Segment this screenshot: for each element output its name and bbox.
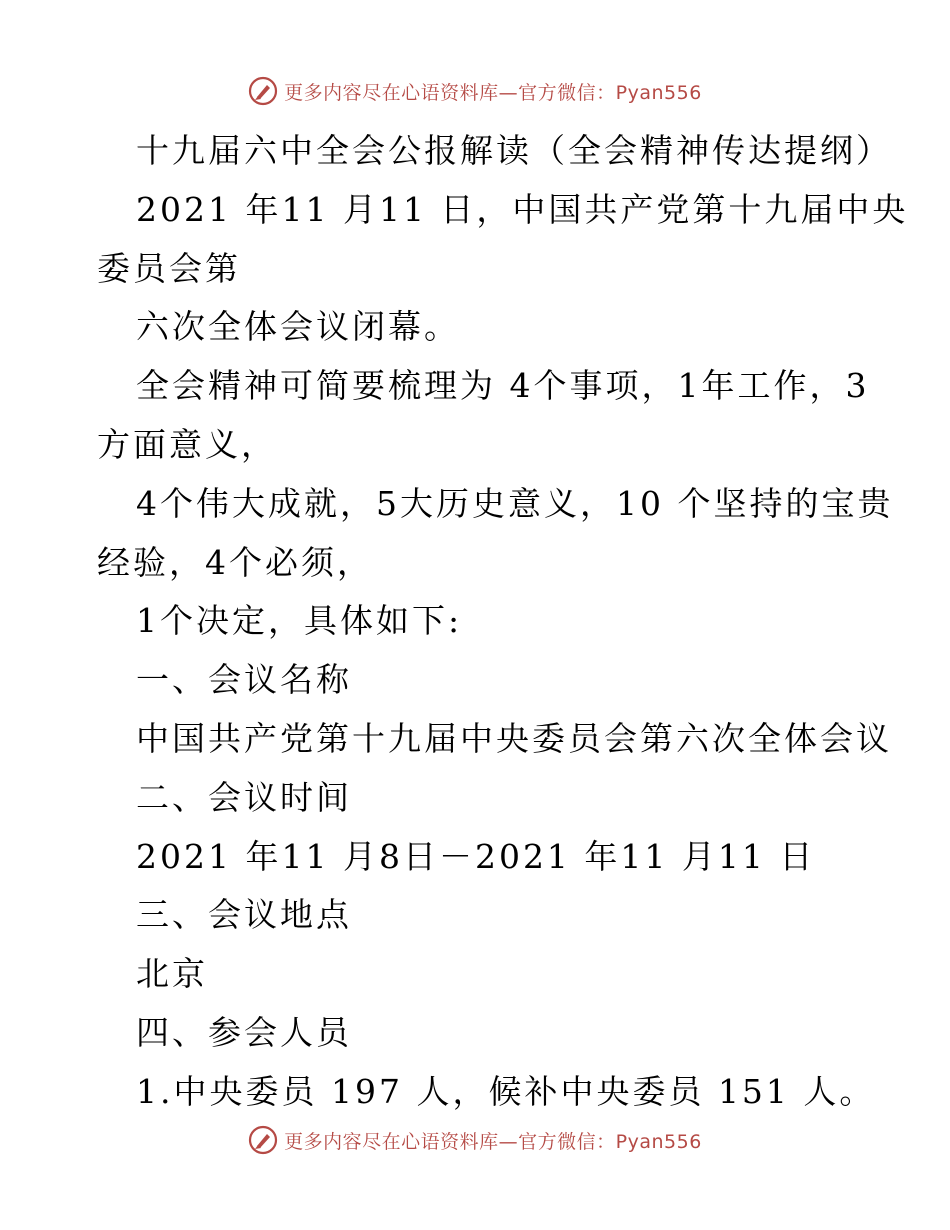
section-heading: 三、会议地点 — [136, 895, 352, 935]
doc-line: 方面意义， — [97, 424, 277, 464]
section-heading: 一、会议名称 — [136, 660, 352, 700]
watermark-text: 更多内容尽在心语资料库—官方微信：Pyan556 — [284, 81, 702, 104]
doc-line: 中国共产党第十九届中央委员会第六次全体会议 — [136, 718, 892, 758]
doc-line: 六次全体会议闭幕。 — [136, 307, 460, 347]
doc-line: 全会精神可简要梳理为 4个事项，1年工作，3 — [136, 366, 870, 406]
doc-line: 4个伟大成就，5大历史意义，10 个坚持的宝贵 — [136, 483, 894, 523]
doc-title: 十九届六中全会公报解读（全会精神传达提纲） — [136, 131, 892, 170]
doc-line: 2021 年11 月11 日，中国共产党第十九届中央 — [136, 189, 909, 229]
section-heading: 二、会议时间 — [136, 777, 352, 817]
pen-seal-icon — [248, 1125, 278, 1155]
header-watermark — [0, 71, 950, 111]
document-body — [97, 122, 909, 1122]
doc-line: 经验，4个必须， — [97, 542, 373, 582]
doc-line: 委员会第 — [97, 248, 241, 288]
doc-line: 北京 — [136, 954, 208, 994]
watermark-text: 更多内容尽在心语资料库—官方微信：Pyan556 — [284, 1130, 702, 1153]
section-heading: 四、参会人员 — [136, 1012, 352, 1052]
doc-line: 1.中央委员 197 人，候补中央委员 151 人。 — [136, 1071, 876, 1111]
footer-watermark — [0, 1120, 950, 1160]
pen-seal-icon — [248, 76, 278, 106]
doc-line: 1个决定，具体如下: — [136, 601, 463, 641]
doc-line: 2021 年11 月8日－2021 年11 月11 日 — [136, 836, 816, 876]
